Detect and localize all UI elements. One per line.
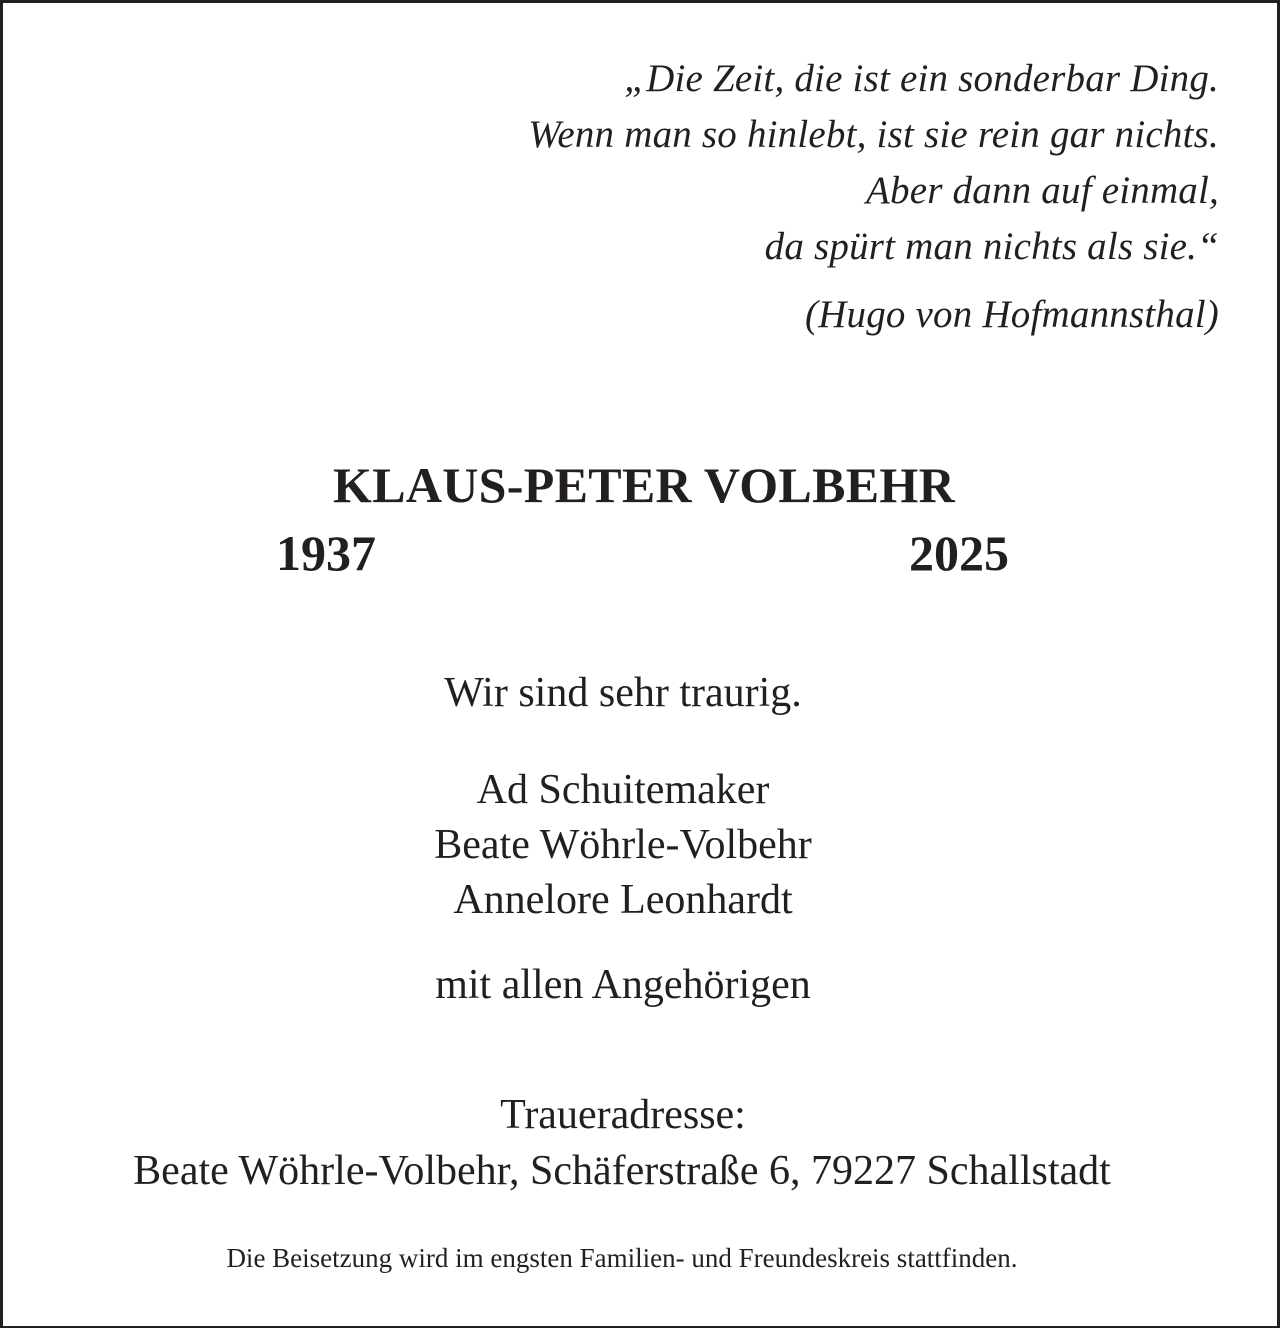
- quote-line: Wenn man so hinlebt, ist sie rein gar nichts.: [528, 113, 1219, 156]
- quote-author: (Hugo von Hofmannsthal): [804, 293, 1219, 336]
- quote-block: [528, 51, 1219, 343]
- death-year: 2025: [909, 525, 1009, 581]
- quote-line: da spürt man nichts als sie.“: [764, 225, 1219, 268]
- mourning-message: Wir sind sehr traurig.: [444, 670, 802, 716]
- quote-line: „Die Zeit, die ist ein sonderbar Ding.: [624, 57, 1219, 100]
- address-label: Traueradresse:: [500, 1092, 746, 1138]
- birth-year: 1937: [276, 525, 376, 581]
- relatives-line: mit allen Angehörigen: [435, 962, 811, 1008]
- mourner-name: Beate Wöhrle-Volbehr: [434, 822, 812, 868]
- deceased-name: KLAUS-PETER VOLBEHR: [333, 457, 955, 513]
- life-years: [276, 523, 1009, 583]
- mourner-name: Ad Schuitemaker: [476, 767, 770, 813]
- mourners-list: [3, 763, 1243, 928]
- mourner-name: Annelore Leonhardt: [453, 877, 793, 923]
- burial-note: Die Beisetzung wird im engsten Familien- und Freundeskreis stattfinden.: [226, 1243, 1018, 1273]
- quote-line: Aber dann auf einmal,: [866, 169, 1219, 212]
- address-line: Beate Wöhrle-Volbehr, Schäferstraße 6, 79227 Schallstadt: [133, 1148, 1111, 1194]
